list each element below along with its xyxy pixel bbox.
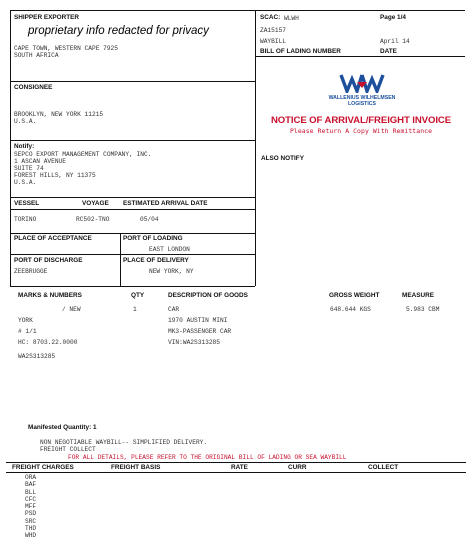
loading-label: PORT OF LOADING xyxy=(123,235,183,242)
weight-label: GROSS WEIGHT xyxy=(329,292,380,299)
manifest-label: Manifested Quantity: 1 xyxy=(28,424,97,431)
top-border xyxy=(10,10,465,11)
consignee-label: CONSIGNEE xyxy=(14,84,53,91)
notify-line-3: SUITE 74 xyxy=(14,165,44,172)
freight-code: PSD xyxy=(25,510,37,518)
freight-code: SRC xyxy=(25,517,37,525)
desc-line-2: 1970 AUSTIN MINI xyxy=(168,317,228,324)
consignee-top-line xyxy=(10,81,255,82)
eta-label: ESTIMATED ARRIVAL DATE xyxy=(123,200,208,207)
delivery-label: PLACE OF DELIVERY xyxy=(123,257,189,264)
marks-line-5: WA2S313285 xyxy=(18,353,56,360)
company-logo xyxy=(322,73,402,109)
freight-collect-label: COLLECT xyxy=(368,464,399,471)
acceptance-label: PLACE OF ACCEPTANCE xyxy=(14,235,92,242)
notice-title: NOTICE OF ARRIVAL/FREIGHT INVOICE xyxy=(270,115,452,126)
notify-line-1: SEPCO EXPORT MANAGEMENT COMPANY, INC. xyxy=(14,151,152,158)
voyage-value: RC502-TNO xyxy=(76,216,110,223)
redacted-note: proprietary info redacted for privacy xyxy=(28,25,209,37)
booking-ref: ZA15157 xyxy=(260,27,286,34)
notify-label: Notify: xyxy=(14,143,35,150)
also-notify-label: ALSO NOTIFY xyxy=(261,155,304,162)
marks-line-3: # 1/1 xyxy=(18,328,37,335)
marks-label: MARKS & NUMBERS xyxy=(18,292,82,299)
marks-line-4: HC: 8703.22.0000 xyxy=(18,339,78,346)
marks-line-2: YORK xyxy=(18,317,33,324)
vessel-top-line xyxy=(10,197,255,198)
notify-line-2: 1 ASCAN AVENUE xyxy=(14,158,66,165)
notify-line-4: FOREST HILLS, NY 11375 xyxy=(14,172,96,179)
ports-divider xyxy=(120,233,121,286)
manifest-line-2: FREIGHT COLLECT xyxy=(40,446,96,453)
bl-number-label: BILL OF LADING NUMBER xyxy=(260,48,341,55)
left-border xyxy=(10,10,11,286)
freight-basis-label: FREIGHT BASIS xyxy=(111,464,161,471)
bl-header-line xyxy=(255,56,465,57)
desc-line-4: VIN:WA2S313285 xyxy=(168,339,220,346)
logo-brand: WALLENIUS WILHELMSEN xyxy=(328,95,396,101)
scac-label: SCAC: xyxy=(260,14,281,21)
qty-value: 1 xyxy=(133,306,137,313)
weight-value: 648.644 KGS xyxy=(330,306,371,313)
freight-header-top xyxy=(6,462,466,463)
measure-value: 5.983 CBM xyxy=(406,306,440,313)
consignee-address-line-1: BROOKLYN, NEW YORK 11215 xyxy=(14,111,104,118)
freight-code: CFC xyxy=(25,495,37,503)
qty-label: QTY xyxy=(131,292,145,299)
freight-curr-label: CURR xyxy=(288,464,307,471)
shipper-label: SHIPPER EXPORTER xyxy=(14,14,79,21)
freight-code: ORA xyxy=(25,474,37,481)
discharge-label: PORT OF DISCHARGE xyxy=(14,257,83,264)
middle-divider xyxy=(255,10,256,286)
freight-header-bottom xyxy=(6,472,466,473)
eta-value: 05/04 xyxy=(140,216,159,223)
loading-value: EAST LONDON xyxy=(149,246,190,253)
logo-sub: LOGISTICS xyxy=(348,101,376,107)
freight-code: BLL xyxy=(25,488,37,496)
vessel-header-line xyxy=(10,209,255,210)
bl-date-label: DATE xyxy=(380,48,397,55)
notice-subtitle: Please Return A Copy With Remittance xyxy=(289,127,433,135)
manifest-line-1: NON NEGOTIABLE WAYBILL-- SIMPLIFIED DELIVERY. xyxy=(40,439,208,446)
desc-label: DESCRIPTION OF GOODS xyxy=(168,292,248,299)
discharge-top-line xyxy=(10,254,255,255)
freight-code: THD xyxy=(25,525,37,533)
waybill-date: April 14 xyxy=(380,38,410,45)
scac-value: WLWH xyxy=(284,15,299,22)
freight-charges-label: FREIGHT CHARGES xyxy=(12,464,74,471)
freight-code: BAF xyxy=(25,481,37,489)
ports-bottom-line xyxy=(10,286,255,287)
vessel-value: TORINO xyxy=(14,216,37,223)
consignee-address-line-2: U.S.A. xyxy=(14,118,37,125)
voyage-label: VOYAGE xyxy=(82,200,109,207)
desc-line-1: CAR xyxy=(168,306,180,313)
acceptance-top-line xyxy=(10,233,255,234)
notify-top-line xyxy=(10,140,255,141)
freight-code: MFF xyxy=(25,503,37,511)
logo-mark-icon xyxy=(339,73,385,93)
waybill-label: WAYBILL xyxy=(260,38,286,45)
discharge-value: ZEEBRUGGE xyxy=(14,268,48,275)
delivery-value: NEW YORK, NY xyxy=(149,268,194,275)
shipper-address-line-2: SOUTH AFRICA xyxy=(14,52,59,59)
measure-label: MEASURE xyxy=(402,292,434,299)
freight-code: WHD xyxy=(25,532,37,540)
desc-line-3: MK3-PASSENGER CAR xyxy=(168,328,232,335)
manifest-line-3: FOR ALL DETAILS, PLEASE REFER TO THE ORIGINAL BILL OF LADING OR SEA WAYBILL xyxy=(68,454,347,461)
marks-line-1: / NEW xyxy=(62,306,81,313)
page-label: Page 1/4 xyxy=(380,14,406,21)
freight-codes xyxy=(25,474,36,540)
notify-line-5: U.S.A. xyxy=(14,179,37,186)
vessel-label: VESSEL xyxy=(14,200,40,207)
shipper-address-line-1: CAPE TOWN, WESTERN CAPE 7925 xyxy=(14,45,118,52)
freight-rate-label: RATE xyxy=(231,464,248,471)
